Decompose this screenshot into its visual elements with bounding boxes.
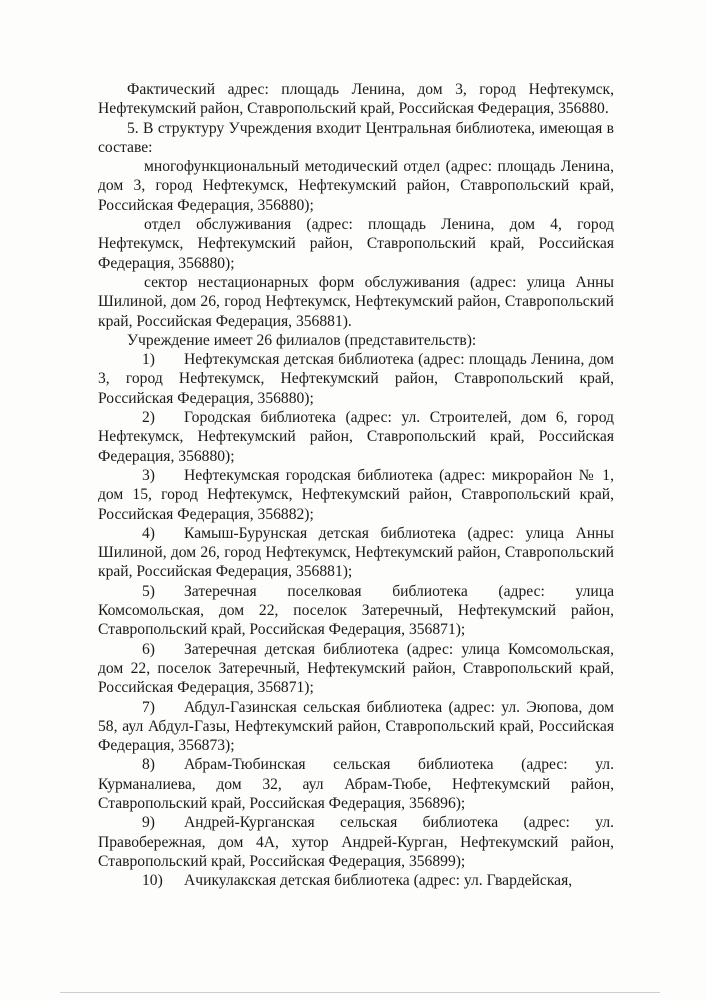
list-item-text: Абдул-Газинская сельская библиотека (адрес: ул. Эюпова, дом 58, аул Абдул-Газы, Нефтекумский район, Ставропольский край, Российская Федерация, 356873); (98, 698, 614, 755)
list-item-number: 1) (142, 351, 155, 369)
list-item-number: 4) (142, 524, 155, 542)
list-item-number: 5) (142, 582, 155, 600)
structure-paragraph: 5. В структуру Учреждения входит Центральная библиотека, имеющая в составе: (98, 119, 614, 156)
list-item-text: Нефтекумская городская библиотека (адрес: микрорайон № 1, дом 15, город Нефтекумск, Нефтекумский район, Ставропольский край, Российская Федерация, 356882); (98, 466, 614, 523)
list-item-number: 9) (142, 814, 155, 832)
list-item (98, 408, 614, 466)
actual-address-paragraph: Фактический адрес: площадь Ленина, дом 3, город Нефтекумск, Нефтекумский район, Ставропольский край, Российская Федерация, 356880. (98, 81, 614, 118)
mobile-service-sector-paragraph: сектор нестационарных форм обслуживания (адрес: улица Анны Шилиной, дом 26, город Нефтекумск, Нефтекумский район, Ставропольский край, Российская Федерация, 356881). (98, 273, 614, 330)
list-item-text: Андрей-Курганская сельская библиотека (адрес: ул. Правобережная, дом 4А, хутор Андрей-Курган, Нефтекумский район, Ставропольский край, Российская Федерация, 356899); (98, 814, 614, 870)
list-item-text: Нефтекумская детская библиотека (адрес: площадь Ленина, дом 3, город Нефтекумск, Нефтекумский район, Ставропольский край, Российская Федерация, 356880); (98, 351, 614, 407)
list-item (98, 466, 614, 524)
scan-edge-divider (60, 992, 660, 993)
list-item (98, 350, 614, 408)
list-item-number: 6) (142, 640, 155, 658)
list-item-number: 3) (142, 466, 155, 484)
list-item-text: Затеречная детская библиотека (адрес: улица Комсомольская, дом 22, поселок Затеречный, Нефтекумский район, Ставропольский край, Российская Федерация, 356871); (98, 640, 614, 697)
list-item-text: Затеречная поселковая библиотека (адрес: улица Комсомольская, дом 22, поселок Затеречный, Нефтекумский район, Ставропольский край, Российская Федерация, 356871); (98, 582, 614, 639)
list-item-number: 8) (142, 756, 155, 774)
list-item-text: Городская библиотека (адрес: ул. Строителей, дом 6, город Нефтекумск, Нефтекумский район, Ставропольский край, Российская Федерация, 356880); (98, 409, 614, 465)
list-item (98, 524, 614, 582)
list-item (98, 755, 614, 813)
list-item-text: Камыш-Бурунская детская библиотека (адрес: улица Анны Шилиной, дом 26, город Нефтекумск, Нефтекумский район, Ставропольский край, Российская Федерация, 356881); (98, 524, 614, 581)
list-item-text: Ачикулакская детская библиотека (адрес: ул. Гвардейская, (184, 872, 573, 890)
service-department-paragraph: отдел обслуживания (адрес: площадь Ленина, дом 4, город Нефтекумск, Нефтекумский район, Ставропольский край, Российская Федерация, 356880); (98, 216, 614, 272)
list-item-text: Абрам-Тюбинская сельская библиотека (адрес: ул. Курманалиева, дом 32, аул Абрам-Тюбе, Нефтекумский район, Ставропольский край, Российская Федерация, 356896); (98, 756, 614, 812)
list-item-number: 10) (142, 872, 163, 890)
document-body (98, 80, 614, 890)
list-item (98, 640, 614, 698)
list-item (98, 582, 614, 640)
list-item-number: 2) (142, 409, 155, 427)
list-item (98, 871, 614, 890)
list-item (98, 698, 614, 756)
methodical-department-paragraph: многофункциональный методический отдел (адрес: площадь Ленина, дом 3, город Нефтекумск, Нефтекумский район, Ставропольский край, Российская Федерация, 356880); (98, 158, 614, 214)
list-item-number: 7) (142, 698, 155, 716)
branches-intro-paragraph: Учреждение имеет 26 филиалов (представительств): (127, 331, 477, 349)
list-item (98, 813, 614, 871)
